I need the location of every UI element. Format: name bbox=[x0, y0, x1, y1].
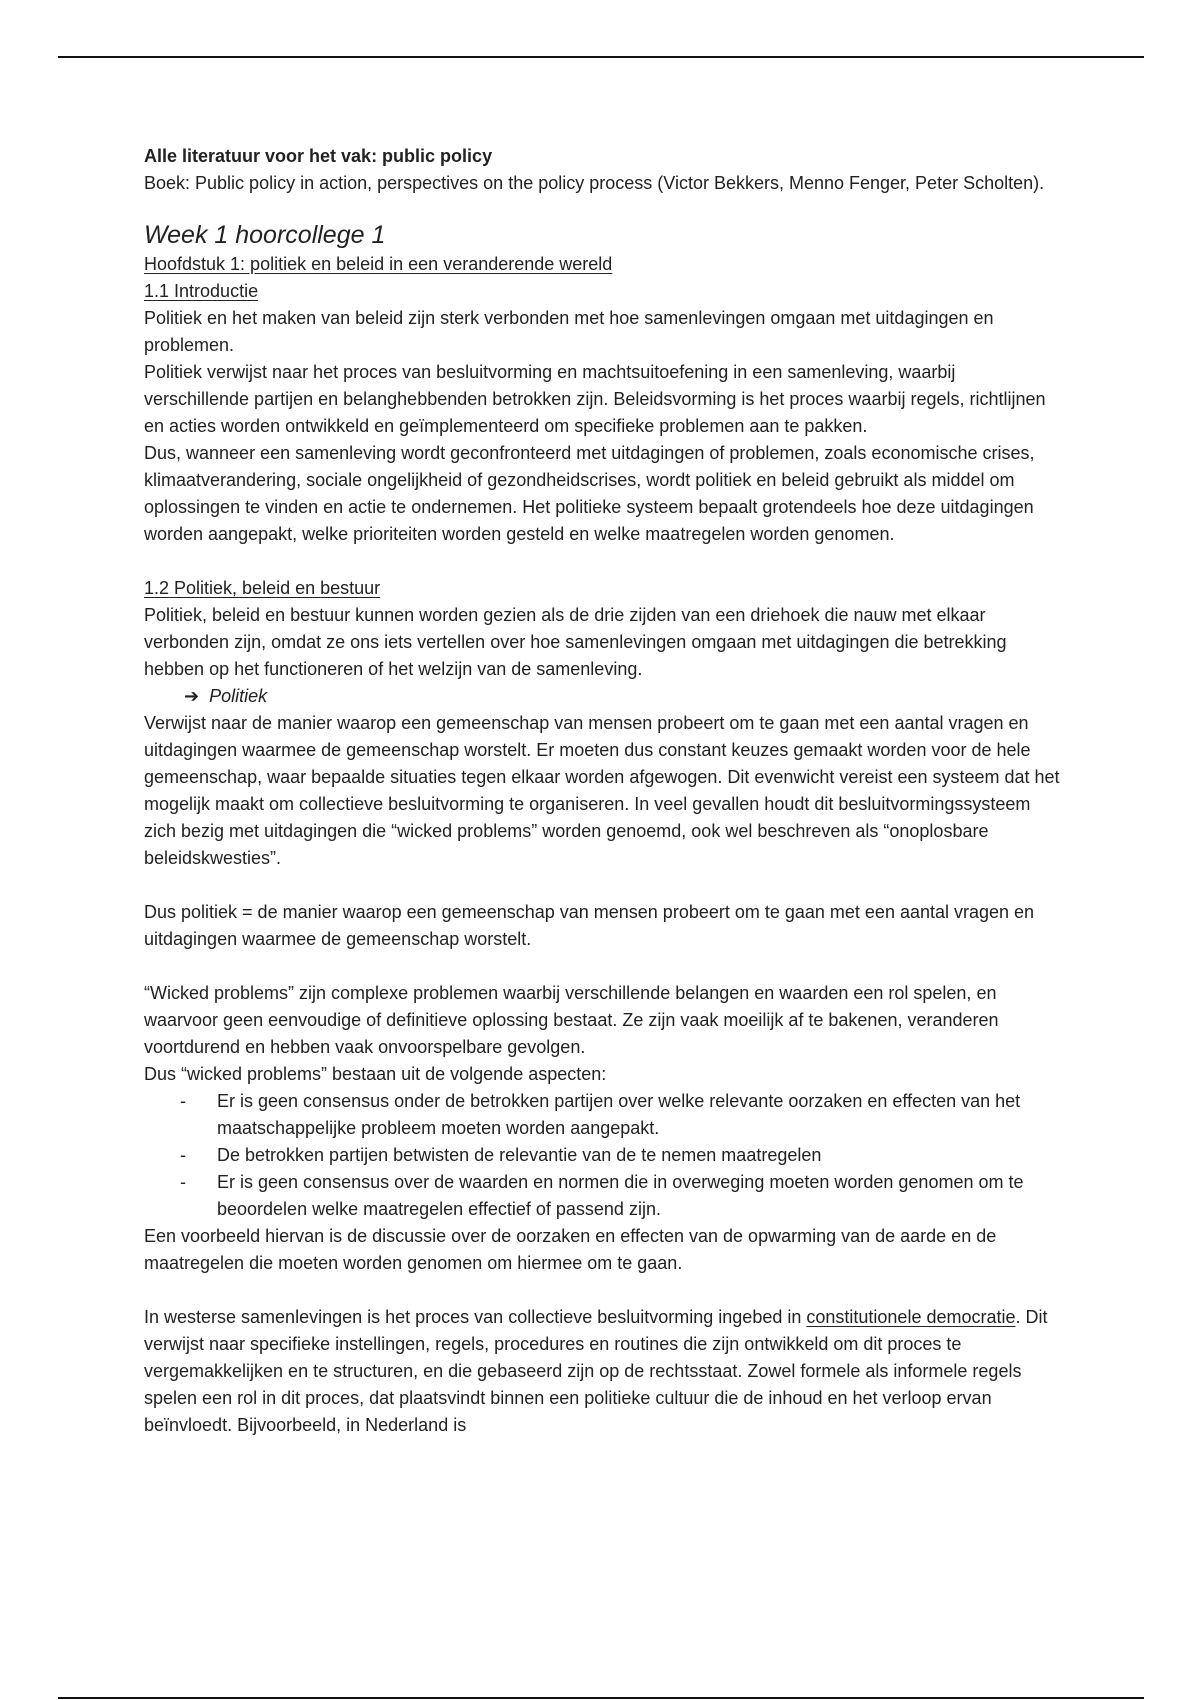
list-item: - Er is geen consensus over de waarden en normen die in overweging moeten worden genomen om te beoordelen welke maatregelen effectief of passend zijn. bbox=[144, 1169, 1064, 1223]
paragraph: In westerse samenlevingen is het proces van collectieve besluitvorming ingebed in constitutionele democratie. Dit verwijst naar specifieke instellingen, regels, procedures en routines die zijn ontwikkeld om dit proces te vergemakkelijken en te structuren, en die gebaseerd zijn op de rechtsstaat. Zowel formele als informele regels spelen een rol in dit proces, dat plaatsvindt binnen een politieke cultuur die de inhoud en het verloop ervan beïnvloedt. Bijvoorbeeld, in Nederland is bbox=[144, 1307, 1048, 1435]
paragraph: Politiek verwijst naar het proces van besluitvorming en machtsuitoefening in een samenleving, waarbij verschillende partijen en belanghebbenden betrokken zijn. Beleidsvorming is het proces waarbij regels, richtlijnen en acties worden ontwikkeld en geïmplementeerd om specifieke problemen aan te pakken. bbox=[144, 362, 1046, 436]
aspects-list bbox=[144, 1088, 1064, 1223]
dash-bullet: - bbox=[180, 1091, 186, 1111]
paragraph: Politiek en het maken van beleid zijn sterk verbonden met hoe samenlevingen omgaan met uitdagingen en problemen. bbox=[144, 308, 994, 355]
footer-rule bbox=[58, 1697, 1144, 1699]
chapter-heading: Hoofdstuk 1: politiek en beleid in een veranderende wereld bbox=[144, 254, 613, 274]
dash-bullet: - bbox=[180, 1172, 186, 1192]
paragraph: Verwijst naar de manier waarop een gemeenschap van mensen probeert om te gaan met een aantal vragen en uitdagingen waarmee de gemeenschap worstelt. Er moeten dus constant keuzes gemaakt worden voor de hele gemeenschap, waar bepaalde situaties tegen elkaar worden afgewogen. Dit evenwicht vereist een systeem dat het mogelijk maakt om collectieve besluitvorming te organiseren. In veel gevallen houdt dit besluitvormingssysteem zich bezig met uitdagingen die “wicked problems” worden genoemd, ook wel beschreven als “onoplosbare beleidskwesties”. bbox=[144, 713, 1060, 868]
list-item: - De betrokken partijen betwisten de relevantie van de te nemen maatregelen bbox=[144, 1142, 1064, 1169]
arrow-right-icon: ➔ bbox=[184, 686, 200, 706]
week-title: Week 1 hoorcollege 1 bbox=[144, 221, 386, 249]
paragraph: Dus, wanneer een samenleving wordt geconfronteerd met uitdagingen of problemen, zoals economische crises, klimaatverandering, sociale ongelijkheid of gezondheidscrises, wordt politiek en beleid gebruikt als middel om oplossingen te vinden en actie te ondernemen. Het politieke systeem bepaalt grotendeels hoe deze uitdagingen worden aangepakt, welke prioriteiten worden gesteld en welke maatregelen worden genomen. bbox=[144, 443, 1035, 544]
arrow-list-item bbox=[144, 683, 1064, 710]
dash-bullet: - bbox=[180, 1145, 186, 1165]
paragraph: Een voorbeeld hiervan is de discussie over de oorzaken en effecten van de opwarming van de aarde en de maatregelen die moeten worden genomen om hiermee om te gaan. bbox=[144, 1226, 997, 1273]
document-title: Alle literatuur voor het vak: public policy bbox=[144, 146, 493, 166]
paragraph: Dus “wicked problems” bestaan uit de volgende aspecten: bbox=[144, 1064, 607, 1084]
section-1-1-heading: 1.1 Introductie bbox=[144, 281, 259, 301]
list-item: - Er is geen consensus onder de betrokken partijen over welke relevante oorzaken en effecten van het maatschappelijke probleem moeten worden aangepakt. bbox=[144, 1088, 1064, 1142]
paragraph: Politiek, beleid en bestuur kunnen worden gezien als de drie zijden van een driehoek die nauw met elkaar verbonden zijn, omdat ze ons iets vertellen over hoe samenlevingen omgaan met uitdagingen die betrekking hebben op het functioneren of het welzijn van de samenleving. bbox=[144, 605, 1007, 679]
section-1-2-heading: 1.2 Politiek, beleid en bestuur bbox=[144, 578, 381, 598]
underlined-term: constitutionele democratie bbox=[806, 1307, 1016, 1327]
paragraph: “Wicked problems” zijn complexe problemen waarbij verschillende belangen en waarden een rol spelen, en waarvoor geen eenvoudige of definitieve oplossing bestaat. Ze zijn vaak moeilijk af te bakenen, veranderen voortdurend en hebben vaak onvoorspelbare gevolgen. bbox=[144, 983, 999, 1057]
header-rule bbox=[58, 56, 1144, 58]
document-body bbox=[144, 143, 1064, 1439]
paragraph: Dus politiek = de manier waarop een gemeenschap van mensen probeert om te gaan met een aantal vragen en uitdagingen waarmee de gemeenschap worstelt. bbox=[144, 902, 1035, 949]
book-reference: Boek: Public policy in action, perspectives on the policy process (Victor Bekkers, Menno Fenger, Peter Scholten). bbox=[144, 173, 1045, 193]
arrow-item-label: Politiek bbox=[209, 686, 268, 706]
